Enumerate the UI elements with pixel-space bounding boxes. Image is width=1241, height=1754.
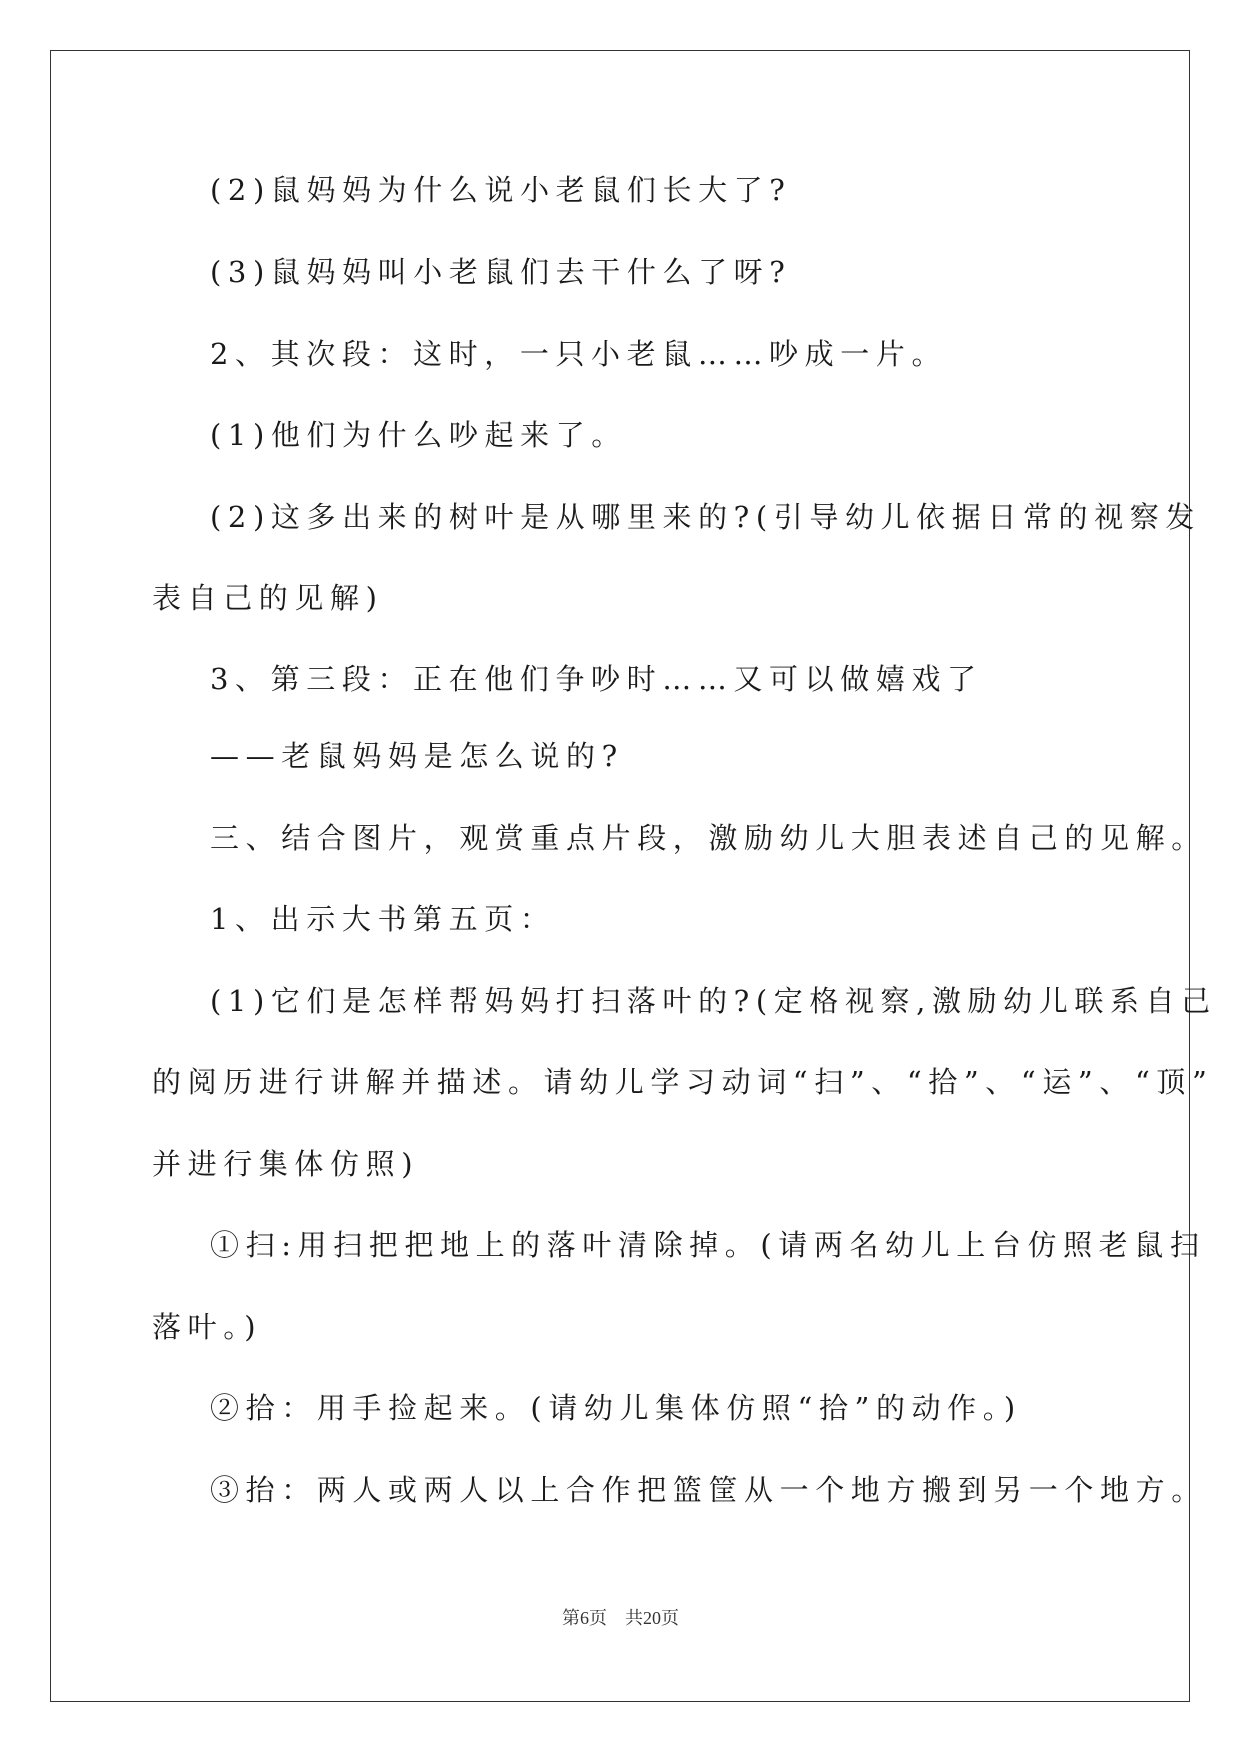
text-line-5: (2)这多出来的树叶是从哪里来的?(引导幼儿依据日常的视察发 xyxy=(210,500,1201,534)
text-line-15: 落叶。) xyxy=(152,1310,263,1344)
text-line-14: ①扫:用扫把把地上的落叶清除掉。(请两名幼儿上台仿照老鼠扫 xyxy=(210,1228,1206,1262)
text-line-6: 表自己的见解) xyxy=(152,581,384,615)
text-line-10: 1、出示大书第五页： xyxy=(210,902,556,936)
text-line-12: 的阅历进行讲解并描述。请幼儿学习动词“扫”、“拾”、“运”、“顶” xyxy=(152,1065,1214,1099)
text-line-9: 三、结合图片，观赏重点片段，激励幼儿大胆表述自己的见解。 xyxy=(210,821,1207,855)
text-line-1: (2)鼠妈妈为什么说小老鼠们长大了? xyxy=(210,173,792,207)
text-line-4: (1)他们为什么吵起来了。 xyxy=(210,418,627,452)
text-line-17: ③抬：两人或两人以上合作把篮筐从一个地方搬到另一个地方。 xyxy=(210,1473,1207,1507)
text-line-13: 并进行集体仿照) xyxy=(152,1147,420,1181)
text-line-16: ②拾：用手捡起来。(请幼儿集体仿照“拾”的动作。) xyxy=(210,1391,1022,1425)
text-line-2: (3)鼠妈妈叫小老鼠们去干什么了呀? xyxy=(210,255,792,289)
text-line-7: 3、第三段：正在他们争吵时……又可以做嬉戏了 xyxy=(210,662,983,696)
text-line-3: 2、其次段：这时，一只小老鼠……吵成一片。 xyxy=(210,337,948,371)
text-line-11: (1)它们是怎样帮妈妈打扫落叶的?(定格视察,激励幼儿联系自己 xyxy=(210,984,1217,1018)
text-line-8: ——老鼠妈妈是怎么说的? xyxy=(210,739,624,773)
page-number-footer: 第6页 共20页 xyxy=(562,1608,679,1628)
page-border xyxy=(50,50,1190,1702)
